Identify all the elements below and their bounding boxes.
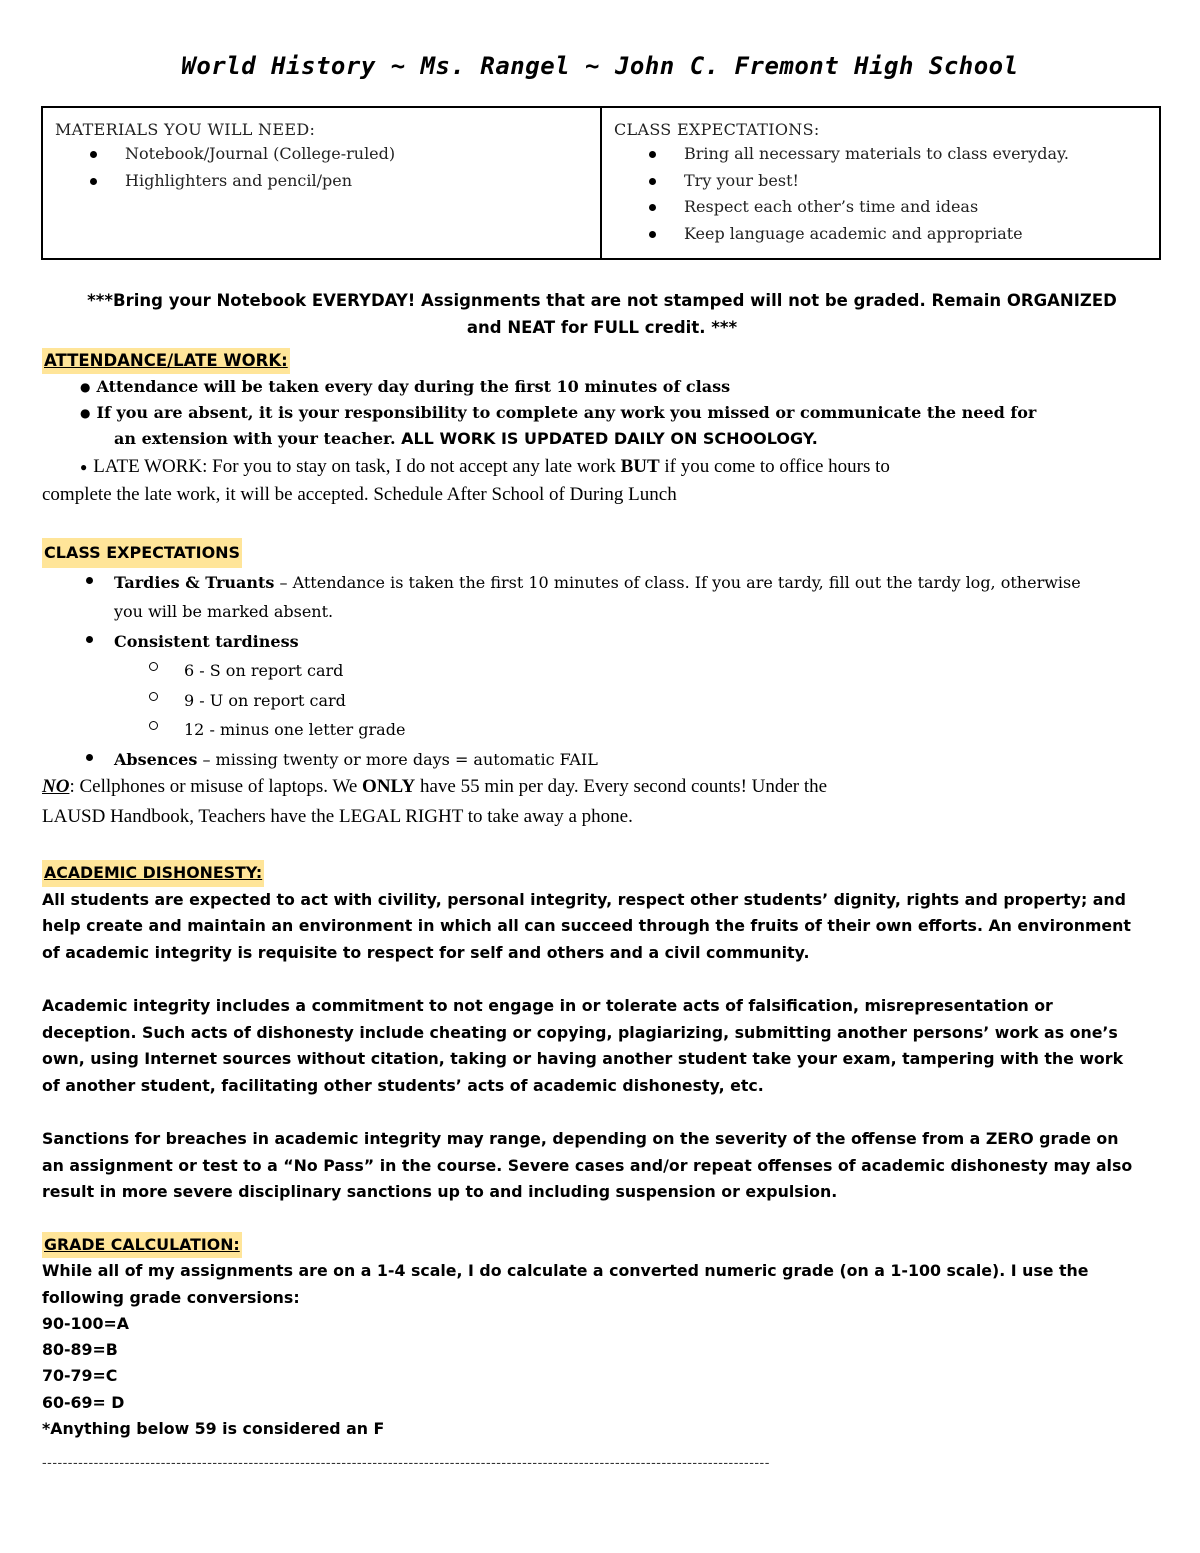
dishonesty-section bbox=[42, 860, 1162, 1206]
absences-text: – missing twenty or more days = automatic FAIL bbox=[197, 749, 598, 769]
consistent-item bbox=[42, 627, 1162, 657]
paragraph-line: an assignment or test to a “No Pass” in the course. Severe cases and/or repeat offenses of academic dishonesty may also bbox=[42, 1155, 1133, 1175]
dishonesty-heading: ACADEMIC DISHONESTY: bbox=[42, 860, 264, 887]
grade-note: *Anything below 59 is considered an F bbox=[42, 1419, 385, 1439]
late-work bbox=[42, 453, 1162, 509]
notice-emphasis: EVERYDAY! bbox=[311, 291, 416, 310]
grade-scale-item: 60-69= D bbox=[42, 1392, 125, 1412]
paragraph-line: own, using Internet sources without citation, taking or having another student take your exam, tampering with the work bbox=[42, 1049, 1124, 1068]
grade-heading: GRADE CALCULATION: bbox=[42, 1232, 242, 1258]
paragraph-line: of academic integrity is requisite to respect for self and others and a civil community. bbox=[42, 942, 810, 962]
list-item: Bring all necessary materials to class everyday. bbox=[614, 141, 1147, 168]
materials-list bbox=[55, 141, 588, 194]
phone-policy bbox=[42, 772, 1162, 832]
notebook-notice bbox=[42, 287, 1162, 341]
materials-heading: MATERIALS YOU WILL NEED: bbox=[55, 120, 316, 139]
notice-text: and NEAT for bbox=[466, 318, 594, 337]
paragraph-line: Sanctions for breaches in academic integrity may range, depending on the severity of the offense from a ZERO grade on bbox=[42, 1129, 1119, 1148]
grade-scale-item: 70-79=C bbox=[42, 1366, 118, 1386]
tardies-label: Tardies & Truants bbox=[114, 572, 275, 592]
phone-policy-text: have 55 min per day. Every second counts! Under the bbox=[415, 776, 828, 797]
attendance-item: Attendance will be taken every day during the first 10 minutes of class bbox=[96, 377, 731, 396]
schoology-notice: ALL WORK IS UPDATED DAILY ON SCHOOLOGY. bbox=[401, 429, 818, 448]
notice-text: Assignments that are not stamped will not be graded. Remain bbox=[415, 291, 1007, 310]
paragraph-line: help create and maintain an environment in which all can succeed through the fruits of their own efforts. An environment bbox=[42, 916, 1131, 935]
bullet-icon bbox=[80, 456, 93, 477]
expectations-heading: CLASS EXPECTATIONS: bbox=[614, 120, 820, 139]
notice-emphasis: FULL bbox=[593, 318, 639, 337]
phone-policy-text: LAUSD Handbook, Teachers have the LEGAL RIGHT to take away a phone. bbox=[42, 806, 633, 827]
phone-policy-text: : Cellphones or misuse of laptops. We bbox=[69, 776, 363, 797]
list-item: Keep language academic and appropriate bbox=[614, 221, 1147, 248]
grade-scale-item: 90-100=A bbox=[42, 1313, 129, 1333]
class-expectations-heading: CLASS EXPECTATIONS bbox=[42, 538, 242, 568]
paragraph-line: All students are expected to act with civility, personal integrity, respect other students’ dignity, rights and property; and bbox=[42, 889, 1126, 909]
tardies-text: you will be marked absent. bbox=[114, 602, 334, 621]
paragraph-line: deception. Such acts of dishonesty include cheating or copying, plagiarizing, submitting another persons’ work as one’s bbox=[42, 1022, 1118, 1042]
grade-section bbox=[42, 1232, 1162, 1442]
expectations-list bbox=[614, 141, 1147, 247]
no-label: NO bbox=[42, 776, 70, 797]
class-expectations-section bbox=[42, 538, 1162, 774]
info-table bbox=[41, 106, 1161, 260]
grade-intro: following grade conversions: bbox=[42, 1287, 300, 1307]
paragraph-line: Academic integrity includes a commitment to not engage in or tolerate acts of falsification, misrepresentation or bbox=[42, 996, 1053, 1015]
divider-line: --------------------------------------------------------------------------------------------------------------------------------------------- bbox=[42, 1454, 770, 1470]
phone-policy-emphasis: ONLY bbox=[362, 776, 416, 797]
attendance-item: an extension with your teacher. bbox=[114, 429, 402, 448]
grade-intro: While all of my assignments are on a 1-4 scale, I do calculate a converted numeric grade (on a 1-100 scale). I use the bbox=[42, 1261, 1089, 1281]
list-item: 12 - minus one letter grade bbox=[42, 715, 1162, 745]
attendance-item: If you are absent, it is your responsibility to complete any work you missed or communicate the need for bbox=[96, 403, 1037, 422]
list-item: Notebook/Journal (College-ruled) bbox=[55, 141, 588, 168]
paragraph-line: of another student, facilitating other students’ acts of academic dishonesty, etc. bbox=[42, 1075, 764, 1095]
tardies-item bbox=[42, 568, 1162, 598]
late-work-emphasis: BUT bbox=[620, 456, 660, 477]
tardies-text: – Attendance is taken the first 10 minutes of class. If you are tardy, fill out the tardy log, otherwise bbox=[274, 572, 1081, 592]
list-item: Highlighters and pencil/pen bbox=[55, 168, 588, 195]
materials-cell bbox=[43, 108, 600, 258]
attendance-section bbox=[42, 348, 1162, 452]
notice-text: credit. *** bbox=[639, 318, 738, 337]
late-work-text: if you come to office hours to bbox=[659, 456, 890, 477]
attendance-heading: ATTENDANCE/LATE WORK: bbox=[42, 348, 290, 374]
consistent-label: Consistent tardiness bbox=[114, 631, 299, 651]
grade-scale-item: 80-89=B bbox=[42, 1340, 118, 1360]
list-item: 9 - U on report card bbox=[42, 686, 1162, 716]
absences-label: Absences bbox=[114, 749, 198, 769]
notice-text: ***Bring your Notebook bbox=[87, 291, 312, 310]
expectations-cell bbox=[600, 108, 1159, 258]
bullet-icon bbox=[80, 377, 96, 396]
late-work-text: LATE WORK: For you to stay on task, I do not accept any late work bbox=[93, 456, 621, 477]
notice-emphasis: ORGANIZED bbox=[1006, 291, 1117, 310]
list-item: Try your best! bbox=[614, 168, 1147, 195]
paragraph-line: result in more severe disciplinary sanctions up to and including suspension or expulsion. bbox=[42, 1182, 838, 1201]
late-work-text: complete the late work, it will be accepted. Schedule After School of During Lunch bbox=[42, 484, 677, 505]
page-title: World History ~ Ms. Rangel ~ John C. Fremont High School bbox=[181, 52, 1019, 80]
list-item: Respect each other’s time and ideas bbox=[614, 194, 1147, 221]
list-item: 6 - S on report card bbox=[42, 656, 1162, 686]
absences-item bbox=[42, 745, 1162, 775]
bullet-icon bbox=[80, 403, 96, 422]
